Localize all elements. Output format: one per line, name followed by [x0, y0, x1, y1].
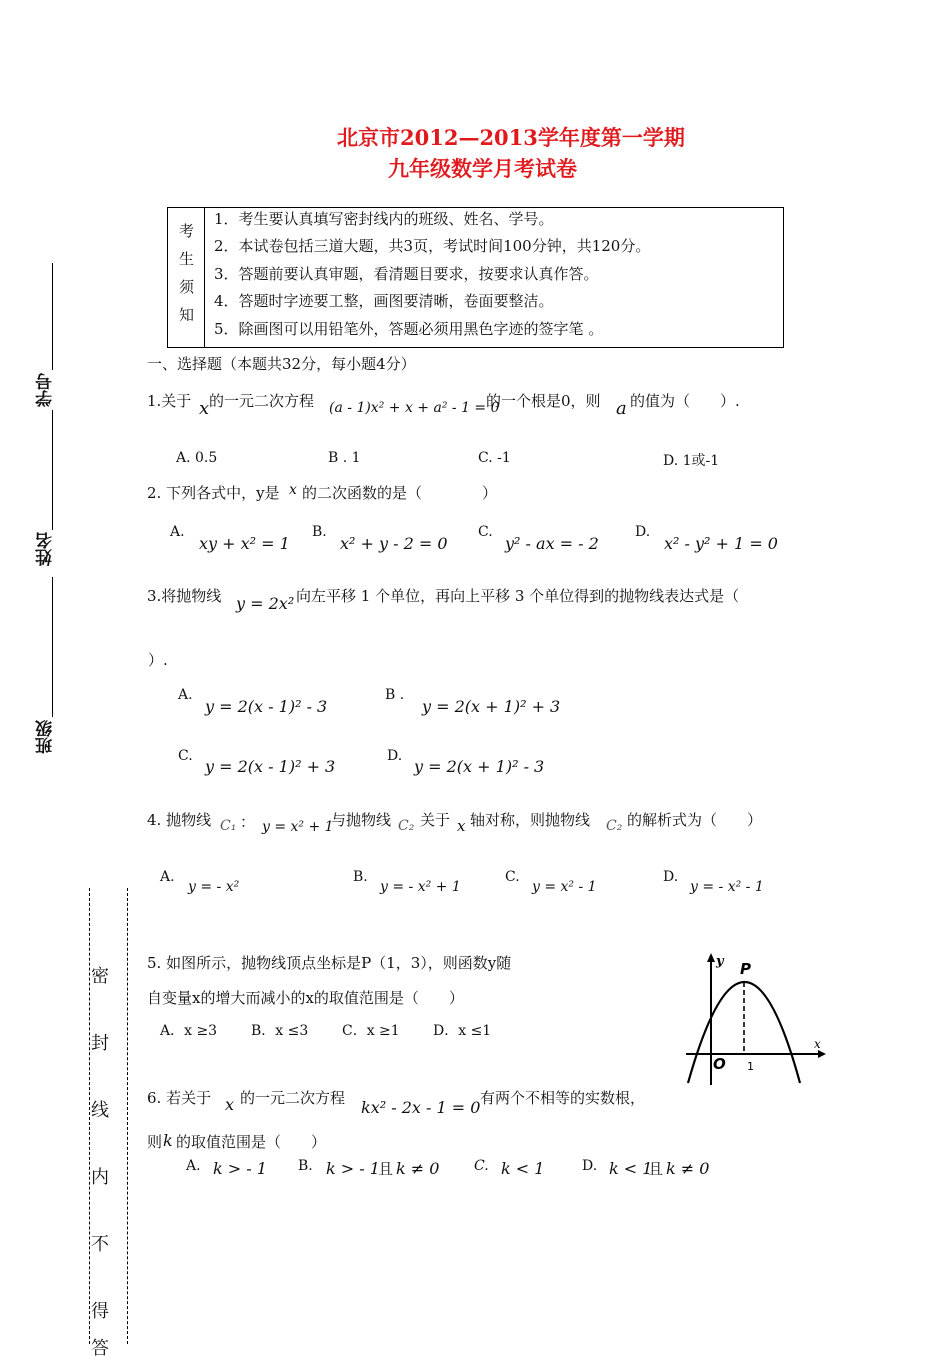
q5-line2: 自变量x的增大而减小的x的取值范围是（ ）	[147, 989, 464, 1007]
banji-label: 班级	[36, 720, 56, 754]
q1-equation: (a - 1)x² + x + a² - 1 = 0	[329, 400, 500, 416]
q5-option-c: C．x ≥1	[342, 1023, 400, 1039]
seal-dashed-line-right	[127, 888, 128, 1344]
q4-colon: ：	[240, 813, 256, 831]
seal-char: 答	[91, 1338, 109, 1359]
xuehao-line	[52, 263, 53, 370]
q6-text: 的一元二次方程	[240, 1089, 346, 1107]
q6-option-d-mid: 且	[648, 1160, 664, 1178]
notice-label-char: 考	[179, 222, 195, 240]
banji-line	[52, 577, 53, 717]
q2-text2: 的二次函数的是（ ）	[302, 484, 498, 502]
q6-prefix: 6. 若关于	[147, 1089, 212, 1107]
q1-option-b: B . 1	[328, 450, 361, 466]
q4-option-c-eq: y = x² - 1	[532, 879, 597, 895]
notice-label-char: 须	[179, 278, 195, 296]
q2-option-a-label: A.	[170, 524, 185, 540]
q6-option-d-eq2: k ≠ 0	[666, 1159, 710, 1178]
q6-option-b-eq: k > - 1	[326, 1159, 380, 1178]
seal-char: 线	[91, 1100, 109, 1121]
q3-equation: y = 2x²	[236, 594, 295, 613]
fig-label-one: 1	[747, 1060, 754, 1073]
q2-option-b-label: B.	[312, 524, 327, 540]
q1-option-c: C. -1	[478, 450, 511, 466]
seal-char: 封	[91, 1033, 109, 1054]
fig-label-o: O	[713, 1055, 726, 1073]
q6-option-d-eq: k < 1	[609, 1159, 653, 1178]
q4-option-a-label: A.	[160, 869, 175, 885]
title-line2: 九年级数学月考试卷	[388, 156, 577, 181]
q1-text3: 的值为（ ）.	[630, 392, 740, 410]
parabola-figure	[680, 945, 830, 1090]
q5-option-a: A．x ≥3	[160, 1023, 218, 1039]
q4-option-d-label: D.	[663, 869, 679, 885]
q3-option-b-eq: y = 2(x + 1)² + 3	[422, 697, 561, 716]
q6-option-c-label: C.	[474, 1158, 489, 1174]
q6-text4: 的取值范围是（ ）	[176, 1133, 327, 1151]
q6-option-b-eq2: k ≠ 0	[396, 1159, 440, 1178]
xuehao-label: 学号	[36, 373, 56, 407]
q3-option-a-label: A.	[178, 687, 193, 703]
q6-option-a-eq: k > - 1	[213, 1159, 267, 1178]
title-line1: 北京市2012—2013学年度第一学期	[337, 125, 685, 150]
q1-var-a: a	[616, 398, 627, 419]
q3-text: 向左平移 1 个单位，再向上平移 3 个单位得到的抛物线表达式是（	[296, 587, 740, 605]
q2-option-d-eq: x² - y² + 1 = 0	[664, 534, 778, 553]
q4-option-d-eq: y = - x² - 1	[690, 879, 764, 895]
q4-c2: C₂	[398, 818, 415, 834]
q3-option-b-label: B .	[385, 687, 405, 703]
notice-item: 5．除画图可以用铅笔外，答题必须用黑色字迹的签字笔 。	[214, 320, 604, 338]
q6-var-x: x	[225, 1095, 235, 1114]
q5-option-d: D．x ≤1	[433, 1023, 492, 1039]
q3-prefix: 3.将抛物线	[147, 587, 222, 605]
seal-char: 得	[91, 1301, 109, 1322]
q1-text2: 的一个根是0，则	[486, 392, 601, 410]
notice-box	[167, 207, 784, 348]
q2-option-b-eq: x² + y - 2 = 0	[340, 534, 448, 553]
q6-option-a-label: A.	[186, 1158, 201, 1174]
notice-item: 4．答题时字迹要工整，画图要清晰，卷面要整洁。	[214, 292, 554, 310]
q1-var-x: x	[199, 398, 210, 419]
q1-option-a: A. 0.5	[176, 450, 218, 466]
q4-text: 与抛物线	[331, 811, 392, 829]
notice-item: 1．考生要认真填写密封线内的班级、姓名、学号。	[214, 210, 554, 228]
q6-option-c-eq: k < 1	[501, 1159, 545, 1178]
q2-option-d-label: D.	[635, 524, 651, 540]
xingming-label: 姓名	[36, 532, 56, 566]
q6-option-d-label: D.	[582, 1158, 598, 1174]
q4-text3: 轴对称，则抛物线	[470, 811, 591, 829]
q5-line1: 5. 如图所示，抛物线顶点坐标是P（1，3），则函数y随	[147, 954, 512, 972]
y-axis-arrow	[707, 953, 715, 962]
q3-option-a-eq: y = 2(x - 1)² - 3	[205, 697, 328, 716]
q2-option-c-label: C.	[478, 524, 493, 540]
seal-char: 密	[91, 966, 109, 987]
q2-text: 2. 下列各式中，y是	[147, 484, 280, 502]
q4-option-b-eq: y = - x² + 1	[380, 879, 461, 895]
q6-text3: 则	[147, 1133, 163, 1151]
q3-text-end: ）.	[148, 651, 168, 669]
q6-option-b-label: B.	[298, 1158, 313, 1174]
notice-label-char: 生	[179, 250, 195, 268]
q4-option-b-label: B.	[353, 869, 368, 885]
notice-item: 2．本试卷包括三道大题，共3页，考试时间100分钟，共120分。	[214, 237, 651, 255]
q6-var-k: k	[163, 1131, 173, 1150]
q6-equation: kx² - 2x - 1 = 0	[361, 1098, 481, 1117]
q3-option-d-label: D.	[387, 748, 403, 764]
notice-label	[168, 208, 205, 347]
q1-option-d: D. 1或-1	[663, 453, 720, 469]
q5-option-b: B．x ≤3	[251, 1023, 309, 1039]
q3-option-c-label: C.	[178, 748, 193, 764]
notice-label-char: 知	[179, 306, 195, 324]
q1-prefix: 1.关于	[147, 392, 192, 410]
q4-equation: y = x² + 1	[262, 819, 334, 835]
q6-text2: 有两个不相等的实数根，	[480, 1089, 646, 1107]
x-axis-arrow	[818, 1050, 826, 1058]
q4-var-x: x	[457, 817, 466, 835]
q4-c1: C₁	[220, 818, 237, 834]
q4-prefix: 4. 抛物线	[147, 811, 212, 829]
q4-option-c-label: C.	[505, 869, 520, 885]
seal-char: 不	[91, 1234, 109, 1255]
xingming-line	[52, 410, 53, 530]
notice-item: 3．答题前要认真审题，看清题目要求，按要求认真作答。	[214, 265, 599, 283]
seal-char: 内	[91, 1167, 109, 1188]
q2-option-c-eq: y² - ax = - 2	[505, 534, 599, 553]
q3-option-c-eq: y = 2(x - 1)² + 3	[205, 757, 336, 776]
fig-label-x: x	[814, 1037, 821, 1051]
q4-text4: 的解析式为（ ）	[627, 811, 763, 829]
q2-option-a-eq: xy + x² = 1	[199, 534, 290, 553]
fig-label-y: y	[716, 954, 724, 969]
fig-label-p: P	[740, 960, 751, 978]
q4-option-a-eq: y = - x²	[188, 879, 240, 895]
q6-option-b-mid: 且	[378, 1160, 394, 1178]
q1-text: 的一元二次方程	[209, 392, 315, 410]
q4-c2b: C₂	[606, 818, 623, 834]
section-heading: 一、选择题（本题共32分，每小题4分）	[147, 355, 416, 373]
q2-var-x: x	[289, 482, 297, 498]
seal-dashed-line-left	[89, 888, 90, 1344]
q3-option-d-eq: y = 2(x + 1)² - 3	[414, 757, 545, 776]
q4-text2: 关于	[420, 811, 451, 829]
